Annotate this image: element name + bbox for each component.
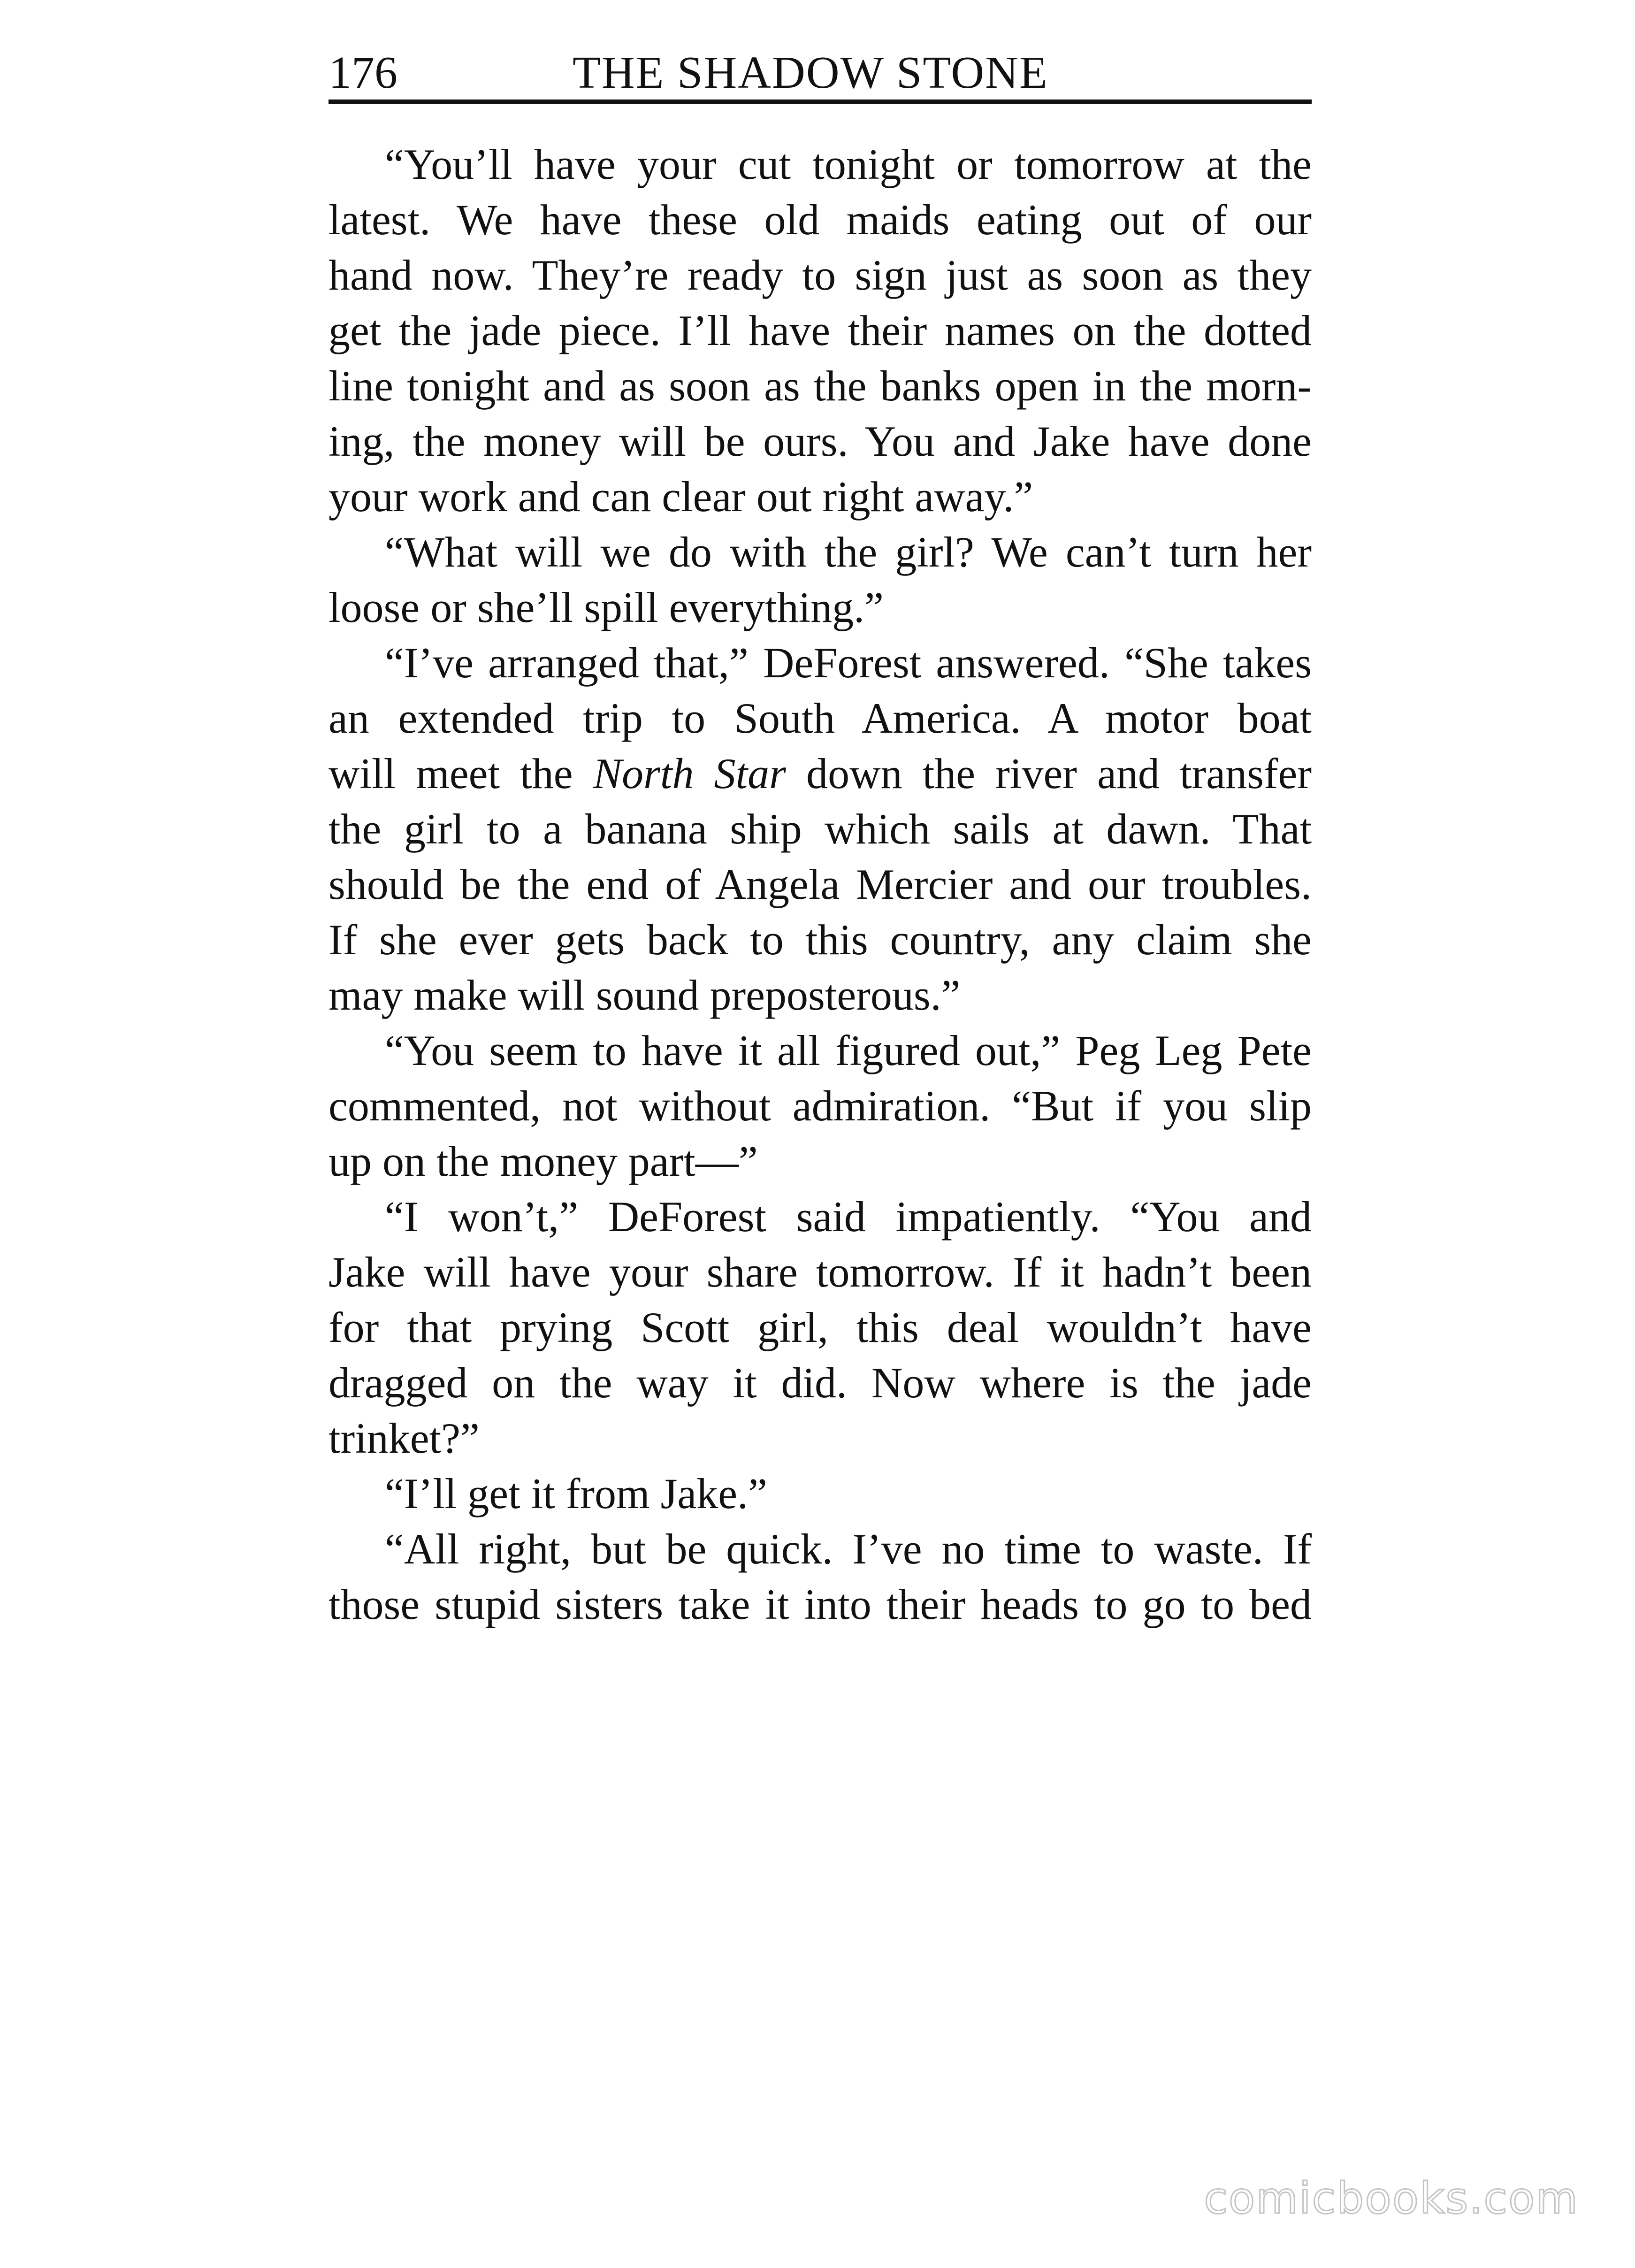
text-line: latest. We have these old maids eating out of our (329, 196, 1312, 244)
text-line: hand now. They’re ready to sign just as soon as they (329, 251, 1312, 299)
text-line: “I’ve arranged that,” DeForest answered. “She takes (385, 639, 1312, 687)
text-line: Jake will have your share tomorrow. If it hadn’t been (329, 1248, 1312, 1296)
page-number: 176 (329, 47, 397, 98)
text-line: get the jade piece. I’ll have their names on the dotted (329, 306, 1312, 354)
text-line: your work and can clear out right away.” (329, 473, 1033, 521)
text-line: If she ever gets back to this country, any claim she (329, 916, 1312, 964)
text-line: an extended trip to South America. A motor boat (329, 694, 1312, 742)
text-line: the girl to a banana ship which sails at dawn. That (329, 805, 1312, 853)
text-line: “I won’t,” DeForest said impatiently. “You and (385, 1193, 1312, 1241)
text-run: down the river and transfer (786, 750, 1312, 797)
ship-name: North Star (593, 750, 786, 797)
text-line: those stupid sisters take it into their heads to go to bed (329, 1580, 1312, 1628)
text-line: dragged on the way it did. Now where is the jade (329, 1359, 1312, 1407)
running-header (329, 45, 1312, 101)
text-line: up on the money part—” (329, 1137, 758, 1185)
body-text (329, 137, 1312, 1632)
header-rule (329, 100, 1312, 104)
text-line (329, 746, 1312, 801)
text-line: ing, the money will be ours. You and Jake have done (329, 417, 1312, 465)
text-line: line tonight and as soon as the banks open in the morn- (329, 362, 1312, 410)
text-line: “You seem to have it all figured out,” Peg Leg Pete (385, 1027, 1312, 1074)
text-line: “All right, but be quick. I’ve no time to waste. If (385, 1525, 1312, 1573)
text-line: loose or she’ll spill everything.” (329, 583, 884, 631)
watermark: comicbooks.com (1204, 2173, 1579, 2223)
text-line: for that prying Scott girl, this deal wouldn’t have (329, 1303, 1312, 1351)
text-line: “What will we do with the girl? We can’t turn her (385, 528, 1312, 576)
text-line: “I’ll get it from Jake.” (385, 1470, 767, 1517)
text-run: will meet the (329, 750, 593, 797)
text-line: should be the end of Angela Mercier and our troubles. (329, 860, 1312, 908)
text-line: trinket?” (329, 1414, 480, 1462)
running-title: THE SHADOW STONE (573, 47, 1048, 98)
text-line: may make will sound preposterous.” (329, 971, 961, 1019)
text-line: commented, not without admiration. “But if you slip (329, 1082, 1312, 1130)
text-line: “You’ll have your cut tonight or tomorrow at the (385, 140, 1312, 188)
